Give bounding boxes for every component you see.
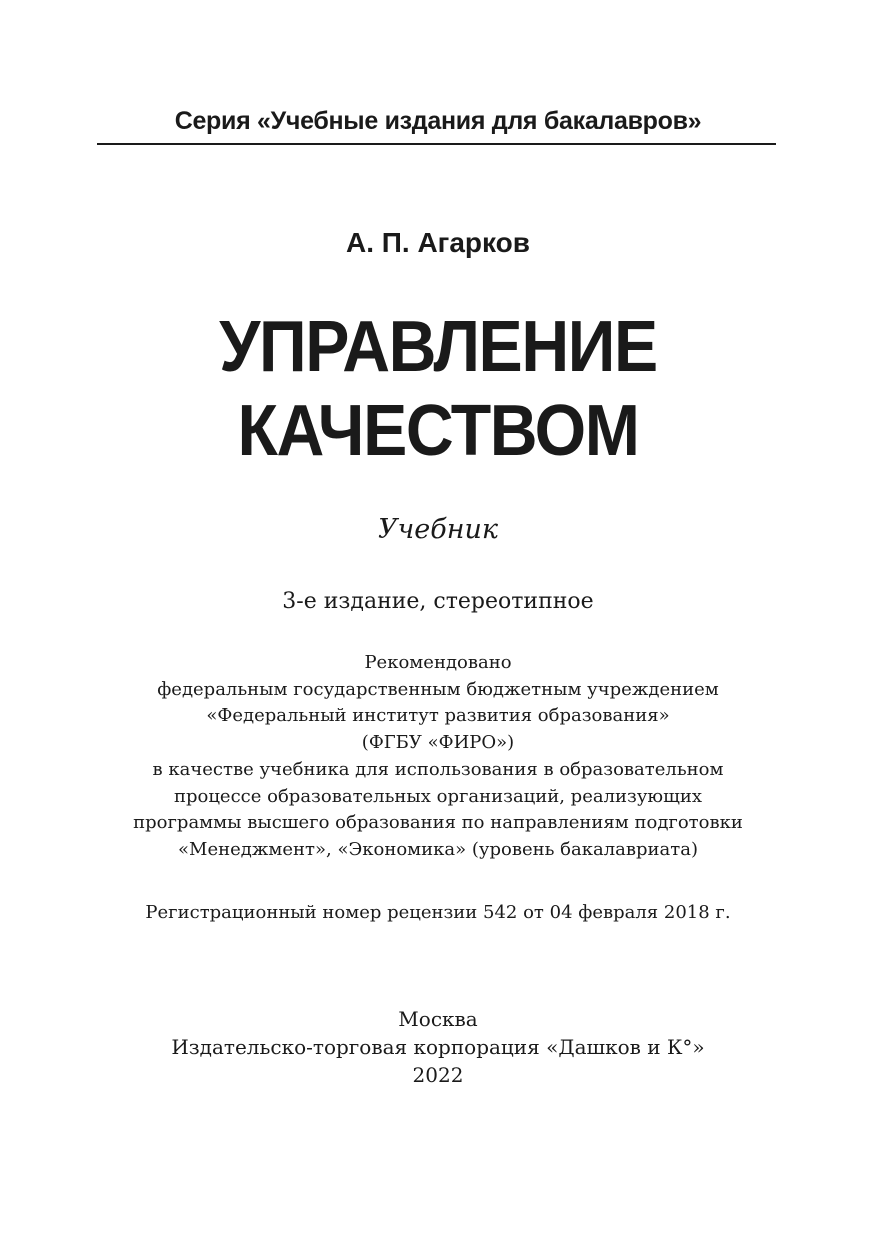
book-genre: Учебник bbox=[377, 514, 499, 545]
series-title: Серия «Учебные издания для бакалавров» bbox=[174, 107, 702, 135]
imprint-block bbox=[0, 1005, 876, 1089]
book-title-line-2: КАЧЕСТВОМ bbox=[237, 391, 639, 471]
imprint-year: 2022 bbox=[412, 1063, 464, 1087]
recommendation-line: процессе образовательных организаций, реализующих bbox=[174, 785, 702, 807]
book-title bbox=[35, 305, 841, 473]
recommendation-block bbox=[60, 650, 816, 864]
recommendation-line: «Федеральный институт развития образования» bbox=[206, 705, 670, 727]
recommendation-line: «Менеджмент», «Экономика» (уровень бакалавриата) bbox=[178, 838, 698, 860]
imprint-city: Москва bbox=[398, 1007, 478, 1031]
recommendation-line: Рекомендовано bbox=[364, 652, 512, 673]
edition-info: 3-е издание, стереотипное bbox=[282, 589, 594, 614]
recommendation-line: федеральным государственным бюджетным учреждением bbox=[157, 678, 719, 700]
recommendation-line: в качестве учебника для использования в образовательном bbox=[152, 758, 724, 780]
imprint-publisher: Издательско-торговая корпорация «Дашков и К°» bbox=[171, 1035, 705, 1059]
book-title-line-1: УПРАВЛЕНИЕ bbox=[219, 307, 657, 387]
recommendation-line: программы высшего образования по направлениям подготовки bbox=[133, 812, 743, 834]
series-divider bbox=[97, 143, 776, 145]
recommendation-line: (ФГБУ «ФИРО») bbox=[361, 732, 515, 754]
registration-number: Регистрационный номер рецензии 542 от 04 февраля 2018 г. bbox=[145, 902, 731, 923]
author-name: А. П. Агарков bbox=[346, 227, 530, 258]
